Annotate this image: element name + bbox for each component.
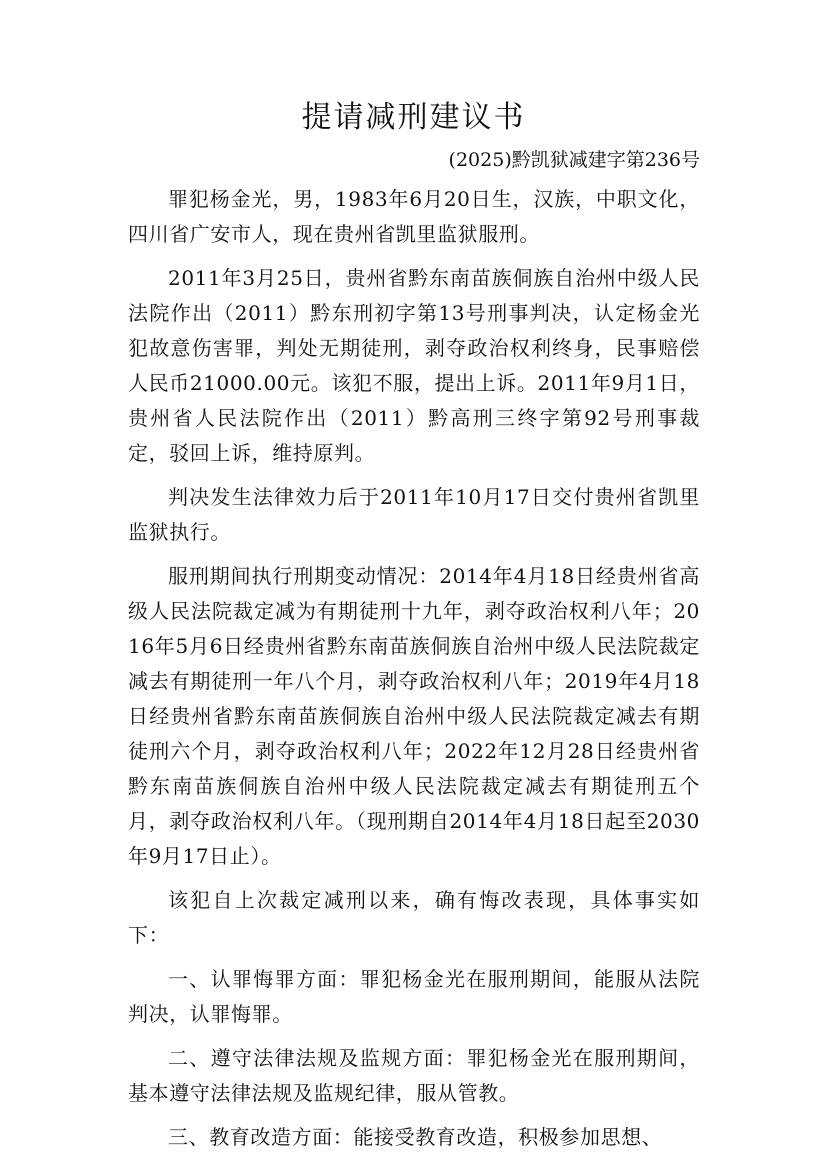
paragraph-delivery: 判决发生法律效力后于2011年10月17日交付贵州省凯里监狱执行。 <box>128 485 700 544</box>
paragraph-judgment: 2011年3月25日，贵州省黔东南苗族侗族自治州中级人民法院作出（2011）黔东刑初字第13号刑事判决，认定杨金光犯故意伤害罪，判处无期徒刑，剥夺政治权利终身，民事赔偿人民币21000.00元。该犯不服，提出上诉。2011年9月1日，贵州省人民法院作出（2011）黔高刑三终字第92号刑事裁定，驳回上诉，维持原判。 <box>128 266 700 465</box>
paragraph-criminal-info: 罪犯杨金光，男，1983年6月20日生，汉族，中职文化，四川省广安市人，现在贵州省凯里监狱服刑。 <box>128 187 700 246</box>
paragraph-sentence-changes: 服刑期间执行刑期变动情况：2014年4月18日经贵州省高级人民法院裁定减为有期徒刑十九年，剥夺政治权利八年；2016年5月6日经贵州省黔东南苗族侗族自治州中级人民法院裁定减去有期徒刑一年八个月，剥夺政治权利八年；2019年4月18日经贵州省黔东南苗族侗族自治州中级人民法院裁定减去有期徒刑六个月，剥夺政治权利八年；2022年12月28日经贵州省黔东南苗族侗族自治州中级人民法院裁定减去有期徒刑五个月，剥夺政治权利八年。（现刑期自2014年4月18日起至2030年9月17日止）。 <box>128 564 700 868</box>
paragraph-repentance-intro: 该犯自上次裁定减刑以来，确有悔改表现，具体事实如下： <box>128 888 700 947</box>
paragraph-law-abiding: 二、遵守法律法规及监规方面：罪犯杨金光在服刑期间，基本遵守法律法规及监规纪律，服从管教。 <box>128 1046 700 1105</box>
document-title: 提请减刑建议书 <box>301 100 526 135</box>
paragraph-education: 三、教育改造方面：能接受教育改造，积极参加思想、 <box>168 1125 663 1149</box>
document-number: (2025)黔凯狱减建字第236号 <box>448 149 700 171</box>
document-body <box>128 182 700 1164</box>
paragraph-plea-guilty: 一、认罪悔罪方面：罪犯杨金光在服刑期间，能服从法院判决，认罪悔罪。 <box>128 967 700 1026</box>
